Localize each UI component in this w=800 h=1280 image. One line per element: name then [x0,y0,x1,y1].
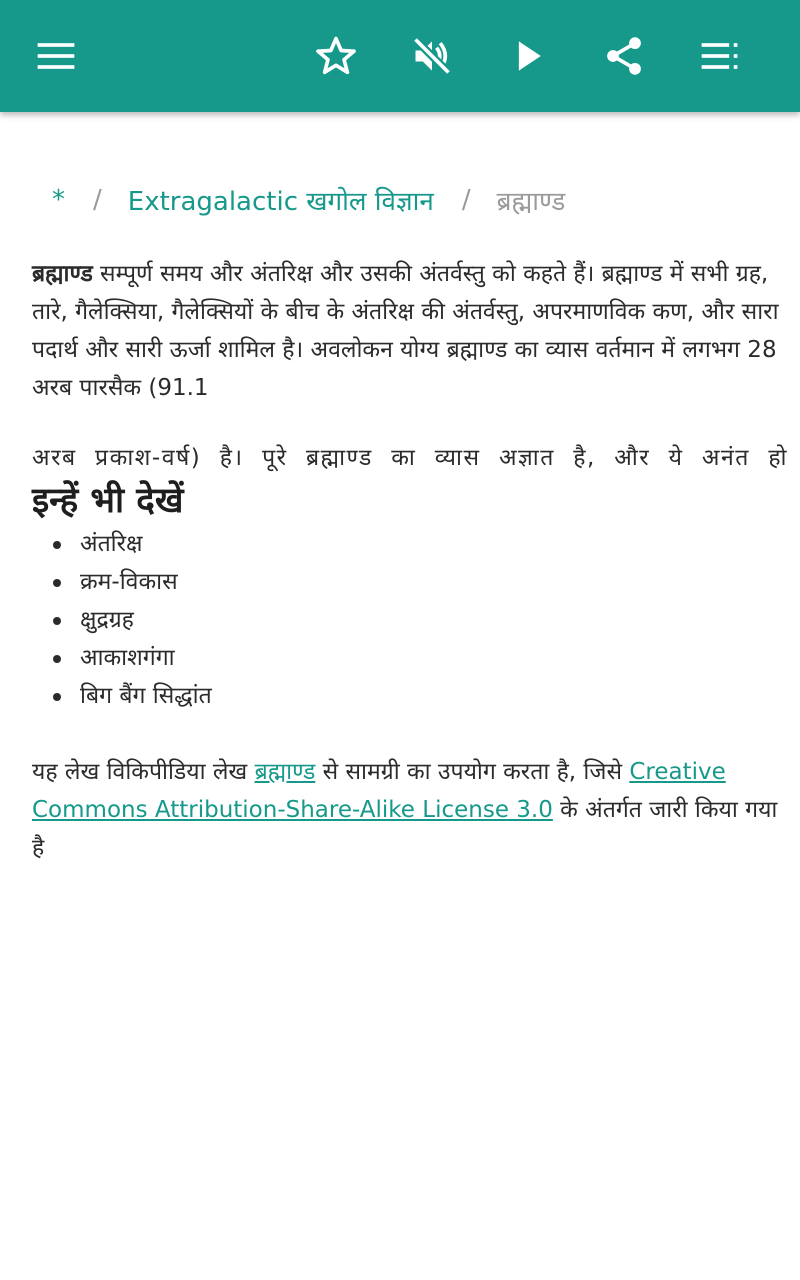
license-text-3: के अंतर्गत जारी किया गया है [32,797,778,861]
breadcrumb-home-link[interactable]: * [52,185,65,215]
play-icon [506,34,550,78]
article-intro-text: सम्पूर्ण समय और अंतरिक्ष और उसकी अंतर्वस्तु को कहते हैं। ब्रह्माण्ड में सभी ग्रह, तारे, गैलेक्सिया, गैलेक्सियों के बीच के अंतरिक्ष की अंतर्वस्तु, अपरमाणविक कण, और सारा पदार्थ और सारी ऊर्जा शामिल है। अवलोकन योग्य ब्रह्माण्ड का व्यास वर्तमान में लगभग 28 अरब पारसैक (91.1 [32,261,779,401]
breadcrumb-current: ब्रह्माण्ड [496,187,566,217]
mute-button[interactable] [400,24,464,88]
article-intro [32,255,788,407]
play-button[interactable] [496,24,560,88]
article-content [32,255,788,867]
menu-icon [34,34,78,78]
article-term: ब्रह्माण्ड [32,261,93,287]
list-item: क्षुद्रग्रह [80,601,788,639]
breadcrumb-category-link[interactable]: Extragalactic खगोल विज्ञान [127,187,434,217]
license-text-2: से सामग्री का उपयोग करता है, जिसे [315,759,630,785]
playlist-icon [698,34,742,78]
article-second-line: अरब प्रकाश-वर्ष) है। पूरे ब्रह्माण्ड का व्यास अज्ञात है, और ये अनंत हो [32,445,788,471]
license-text-1: यह लेख विकिपीडिया लेख [32,759,255,785]
see-also-list [32,525,788,715]
list-item: अंतरिक्ष [80,525,788,563]
list-item: आकाशगंगा [80,639,788,677]
playlist-button[interactable] [688,24,752,88]
see-also-heading: इन्हें भी देखें [32,481,184,521]
share-icon [602,34,646,78]
license-link[interactable]: Creative Commons Attribution-Share-Alike License 3.0 [32,759,726,823]
list-item: क्रम-विकास [80,563,788,601]
breadcrumb [52,178,565,222]
list-item: बिग बैंग सिद्धांत [80,677,788,715]
favorite-button[interactable] [304,24,368,88]
menu-button[interactable] [24,24,88,88]
app-toolbar [0,0,800,112]
volume-off-icon [410,34,454,78]
star-outline-icon [314,34,358,78]
share-button[interactable] [592,24,656,88]
breadcrumb-separator: / [461,185,471,215]
breadcrumb-separator: / [93,185,102,215]
wikipedia-article-link[interactable]: ब्रह्माण्ड [254,759,316,785]
license-note [32,753,788,867]
